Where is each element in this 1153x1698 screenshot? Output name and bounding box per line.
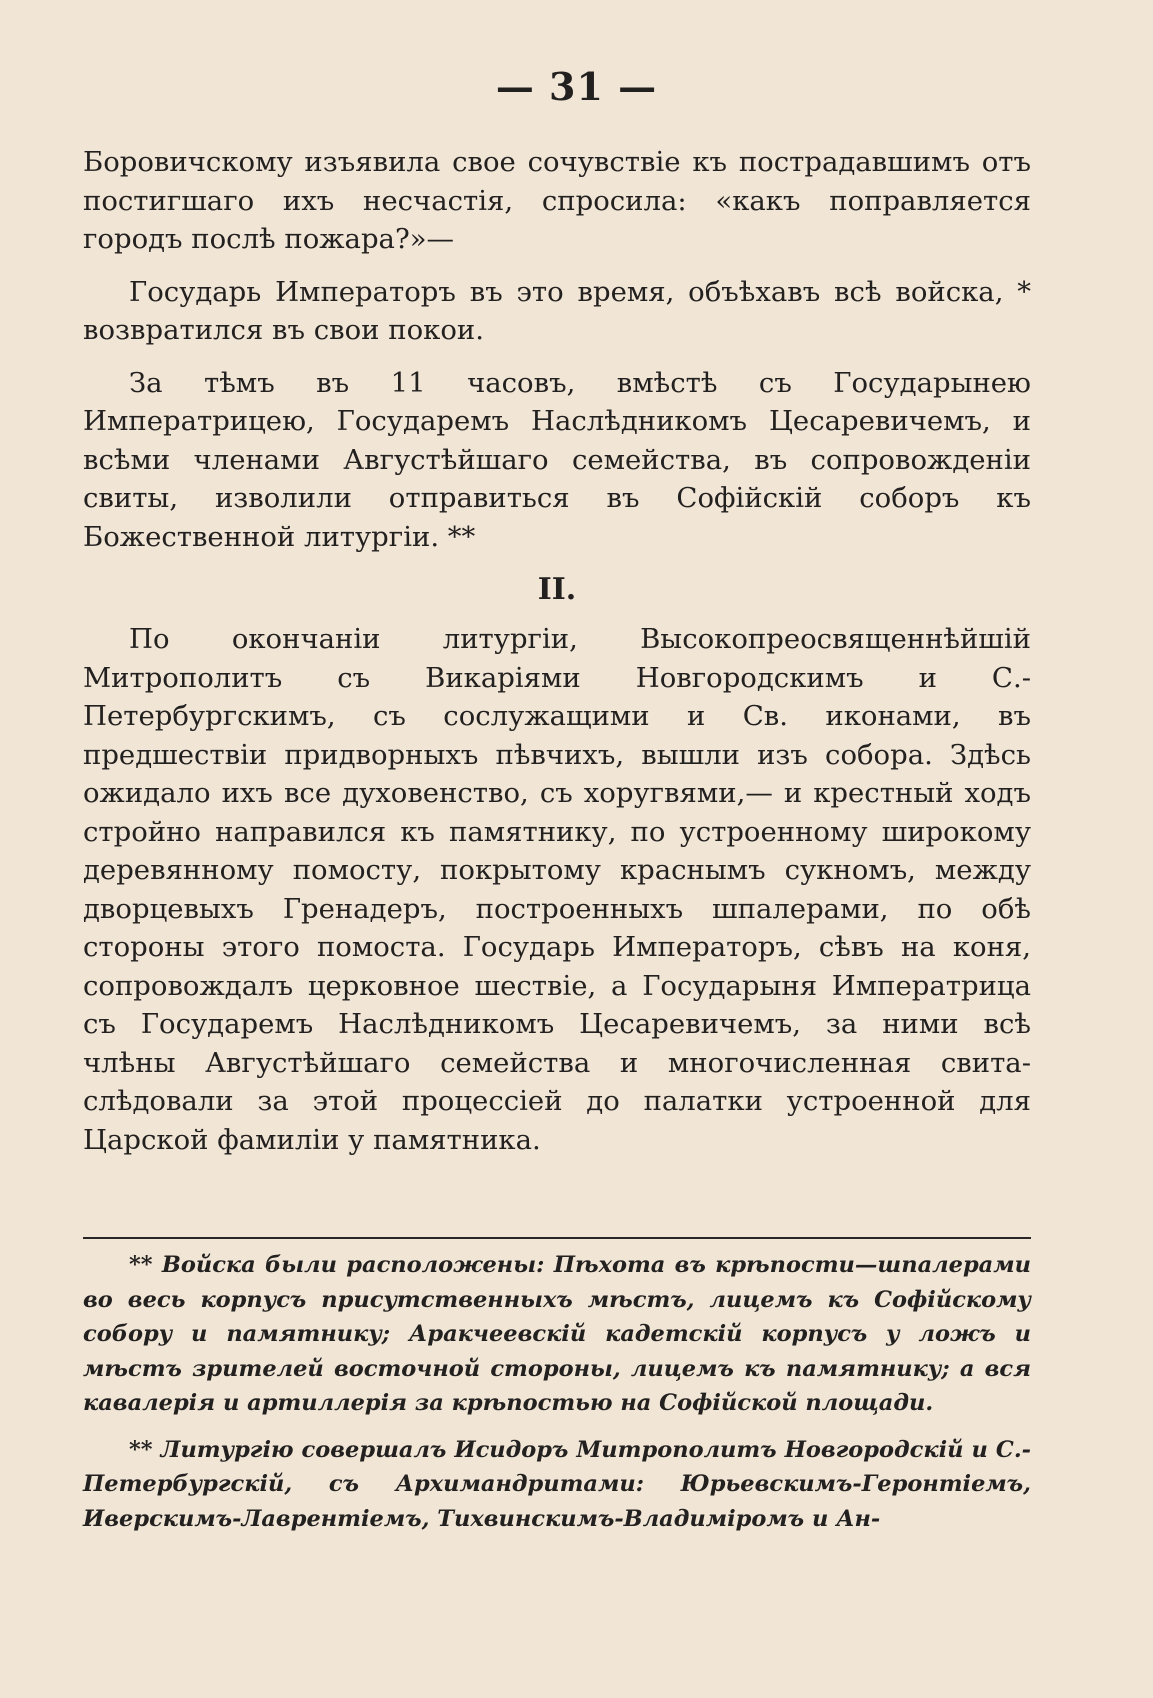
main-text	[83, 143, 1031, 1173]
paragraph-procession: По окончаніи литургіи, Высокопреосвященнѣйшій Митрополитъ съ Викаріями Новгородскимъ и С.-Петербургскимъ, съ сослужащими и Св. иконами, въ предшествіи придворныхъ пѣвчихъ, вышли изъ собора. Здѣсь ожидало ихъ все духовенство, съ хоругвями,— и крестный ходъ стройно направился къ памятнику, по устроенному широкому деревянному помосту, покрытому краснымъ сукномъ, между дворцевыхъ Гренадеръ, построенныхъ шпалерами, по обѣ стороны этого помоста. Государь Императоръ, сѣвъ на коня, сопровождалъ церковное шествіе, а Государыня Императрица съ Государемъ Наслѣдникомъ Цесаревичемъ, за ними всѣ члѣны Августѣйшаго семейства и многочисленная свита-слѣдовали за этой процессіей до палатки устроенной для Царской фамиліи у памятника.	[83, 623, 1031, 1156]
paragraph-continuation: Боровичскому изъявила свое сочувствіе къ пострадавшимъ отъ постигшаго ихъ несчастія, спросила: «какъ поправляется городъ послѣ пожара?»—	[83, 146, 1031, 255]
footnote-divider	[83, 1237, 1031, 1239]
paragraph-emperor-returned: Государь Императоръ въ это время, объѣхавъ всѣ войска, * возвратился въ свои покои.	[83, 275, 1031, 346]
footnote-liturgy: ** Литургію совершалъ Исидоръ Митрополитъ Новгородскій и С.-Петербургскій, съ Архимандритами: Юрьевскимъ-Геронтіемъ, Иверскимъ-Лаврентіемъ, Тихвинскимъ-Владиміромъ и Ан-	[83, 1436, 1031, 1532]
page-number: — 31 —	[495, 64, 658, 109]
paragraph-liturgy-departure: За тѣмъ въ 11 часовъ, вмѣстѣ съ Государынею Императрицею, Государемъ Наслѣдникомъ Цесаревичемъ, и всѣми членами Августѣйшаго семейства, въ сопровожденіи свиты, изволили отправиться въ Софійскій соборъ къ Божественной литургіи. **	[83, 366, 1031, 553]
footnotes	[83, 1248, 1031, 1548]
footnote-troops: ** Войска были расположены: Пѣхота въ крѣпости—шпалерами во весь корпусъ присутственныхъ мѣстъ, лицемъ къ Софійскому собору и памятнику; Аракчеевскій кадетскій корпусъ у ложъ и мѣстъ зрителей восточной стороны, лицемъ къ памятнику; а вся кавалерія и артиллерія за крѣпостью на Софійской площади.	[83, 1252, 1031, 1416]
section-heading: II.	[537, 572, 577, 607]
